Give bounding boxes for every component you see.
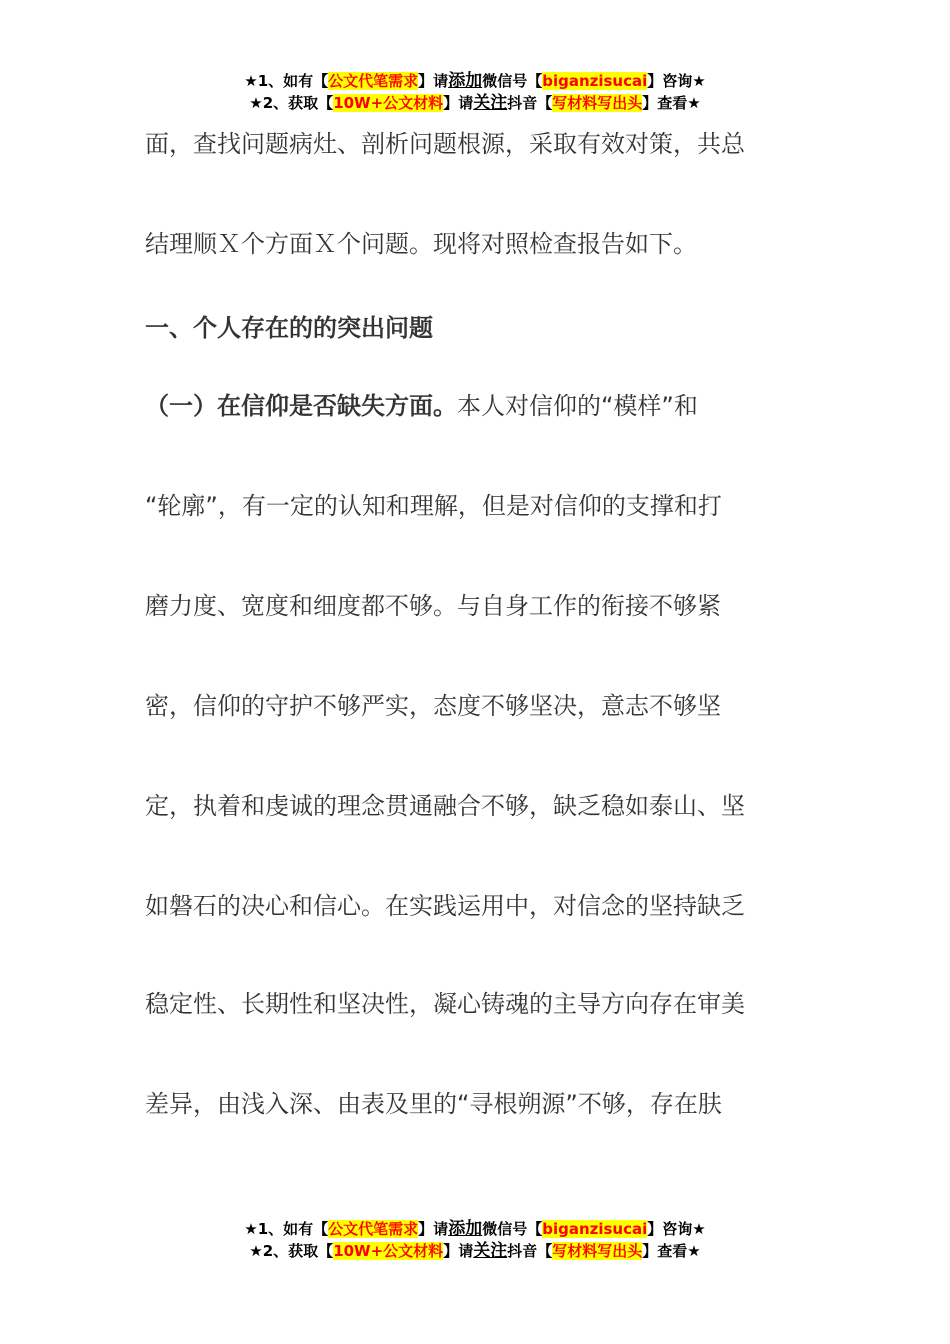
banner-highlight: 写材料写出头 bbox=[552, 1242, 643, 1260]
banner-line-1 bbox=[0, 1218, 950, 1240]
banner-text: 】请 bbox=[418, 1220, 449, 1238]
body-line: 磨力度、宽度和细度都不够。与自身工作的衔接不够紧 bbox=[145, 592, 721, 620]
body-line: 密，信仰的守护不够严实，态度不够坚决，意志不够坚 bbox=[145, 692, 721, 720]
banner-highlight: biganzisucai bbox=[542, 1220, 648, 1238]
banner-line-2 bbox=[0, 92, 950, 114]
banner-highlight: 10W+公文材料 bbox=[333, 1242, 444, 1260]
banner-text: ★1、如有【 bbox=[244, 1220, 329, 1238]
banner-text: 】查看★ bbox=[642, 94, 701, 112]
section-heading: 一、个人存在的的突出问题 bbox=[145, 314, 433, 342]
banner-highlight: 公文代笔需求 bbox=[328, 72, 419, 90]
subsection-first-line bbox=[145, 390, 698, 422]
footer-banner bbox=[0, 1218, 950, 1262]
subsection-lead: （一）在信仰是否缺失方面。 bbox=[145, 392, 457, 420]
banner-underline: 添加 bbox=[448, 1219, 483, 1239]
banner-underline: 关注 bbox=[473, 1241, 508, 1261]
banner-text: 抖音【 bbox=[507, 94, 553, 112]
body-line: 稳定性、长期性和坚决性，凝心铸魂的主导方向存在审美 bbox=[145, 990, 745, 1018]
banner-text: 】查看★ bbox=[642, 1242, 701, 1260]
banner-text: ★2、获取【 bbox=[249, 1242, 334, 1260]
banner-highlight: 公文代笔需求 bbox=[328, 1220, 419, 1238]
body-line: 定，执着和虔诚的理念贯通融合不够，缺乏稳如泰山、坚 bbox=[145, 792, 745, 820]
banner-text: 微信号【 bbox=[482, 72, 543, 90]
banner-underline: 关注 bbox=[473, 93, 508, 113]
banner-text: 】请 bbox=[418, 72, 449, 90]
body-line: 差异，由浅入深、由表及里的“寻根朔源”不够，存在肤 bbox=[145, 1090, 722, 1118]
body-line: 面，查找问题病灶、剖析问题根源，采取有效对策，共总 bbox=[145, 130, 745, 158]
banner-text: ★1、如有【 bbox=[244, 72, 329, 90]
banner-text: ★2、获取【 bbox=[249, 94, 334, 112]
banner-text: 微信号【 bbox=[482, 1220, 543, 1238]
header-banner bbox=[0, 70, 950, 114]
banner-highlight: biganzisucai bbox=[542, 72, 648, 90]
banner-highlight: 10W+公文材料 bbox=[333, 94, 444, 112]
banner-text: 】请 bbox=[443, 1242, 474, 1260]
banner-underline: 添加 bbox=[448, 71, 483, 91]
subsection-text: 本人对信仰的“模样”和 bbox=[457, 392, 698, 420]
banner-text: 】请 bbox=[443, 94, 474, 112]
body-line: “轮廓”，有一定的认知和理解，但是对信仰的支撑和打 bbox=[145, 492, 722, 520]
body-line: 结理顺Ｘ个方面Ｘ个问题。现将对照检查报告如下。 bbox=[145, 230, 697, 258]
banner-text: 】咨询★ bbox=[647, 72, 706, 90]
banner-text: 】咨询★ bbox=[647, 1220, 706, 1238]
banner-highlight: 写材料写出头 bbox=[552, 94, 643, 112]
banner-text: 抖音【 bbox=[507, 1242, 553, 1260]
body-line: 如磐石的决心和信心。在实践运用中，对信念的坚持缺乏 bbox=[145, 892, 745, 920]
banner-line-2 bbox=[0, 1240, 950, 1262]
banner-line-1 bbox=[0, 70, 950, 92]
